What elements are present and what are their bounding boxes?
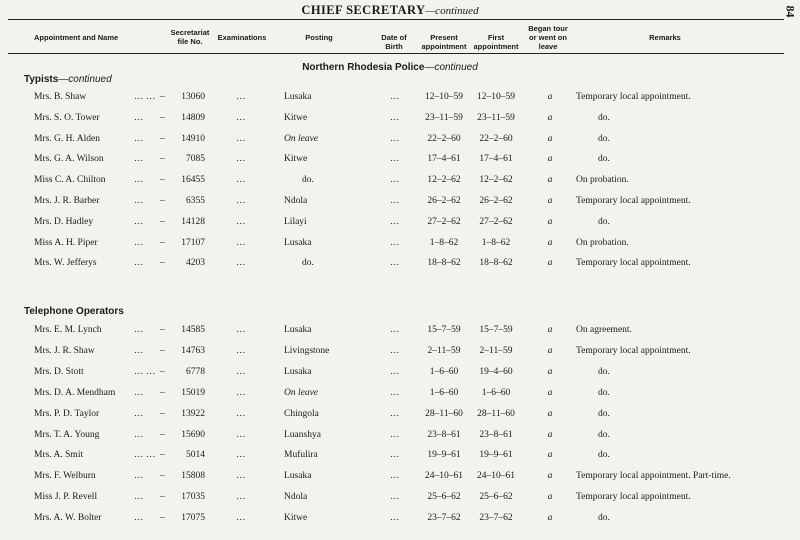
- row-posting: On leave: [284, 133, 319, 144]
- row-present-appointment: 1–6–60: [429, 387, 459, 398]
- row-posting: Livingstone: [284, 345, 330, 356]
- row-posting: Kitwe: [284, 154, 308, 165]
- row-present-appointment: 23–7–62: [427, 513, 461, 524]
- row-first-appointment: 17–4–61: [479, 154, 513, 165]
- row-date-of-birth: …: [390, 237, 400, 248]
- row-present-appointment: 24–10–61: [425, 471, 463, 482]
- row-name: Mrs. J. R. Barber: [34, 196, 100, 206]
- col-header-file-no: [165, 28, 215, 46]
- col-header-present: [418, 33, 470, 51]
- header-bottom-rule: [8, 53, 784, 54]
- row-leader-dots: …: [134, 492, 144, 503]
- row-examinations: …: [236, 492, 246, 503]
- col-header-remarks: Remarks: [649, 33, 681, 42]
- table-row: [0, 409, 790, 423]
- row-examinations: …: [236, 450, 246, 461]
- row-file-number: 13922: [181, 408, 205, 419]
- col-header-first: [470, 33, 522, 51]
- row-present-appointment: 17–4–61: [427, 154, 461, 165]
- row-file-number: 14910: [181, 133, 205, 144]
- table-row: [0, 513, 790, 527]
- col-header-present-line2: appointment: [421, 42, 467, 51]
- row-examinations: …: [236, 92, 246, 102]
- row-examinations: …: [236, 216, 246, 227]
- row-first-appointment: 15–7–59: [479, 325, 513, 335]
- row-name: Mrs. G. H. Alden: [34, 133, 100, 144]
- row-posting: Lusaka: [284, 471, 312, 482]
- row-posting: Kitwe: [284, 112, 308, 123]
- row-examinations: …: [236, 325, 246, 335]
- row-began-tour: a: [547, 133, 553, 144]
- row-examinations: …: [236, 133, 246, 144]
- row-remarks: do.: [598, 154, 610, 165]
- row-posting: On leave: [284, 387, 319, 398]
- table-row: [0, 154, 790, 168]
- row-examinations: …: [236, 237, 246, 248]
- col-header-began-tour: [522, 24, 574, 51]
- row-date-of-birth: …: [390, 216, 400, 227]
- row-name: Miss J. P. Revell: [34, 492, 98, 503]
- row-present-appointment: 22–2–60: [427, 133, 461, 144]
- row-date-of-birth: …: [390, 450, 400, 461]
- row-dash: –: [160, 429, 165, 440]
- department-name: Northern Rhodesia Police: [302, 62, 425, 73]
- row-remarks: Temporary local appointment.: [576, 492, 691, 503]
- row-began-tour: a: [547, 345, 553, 356]
- row-remarks: Temporary local appointment.: [576, 345, 691, 356]
- section-heading-telephone-operators: [24, 306, 124, 317]
- page-title: [0, 3, 780, 18]
- row-posting: Lusaka: [284, 92, 312, 102]
- row-posting: Kitwe: [284, 513, 308, 524]
- row-name: Mrs. D. Stott: [34, 366, 84, 377]
- row-posting: Lusaka: [284, 366, 312, 377]
- row-leader-dots: …: [134, 387, 144, 398]
- row-file-number: 16455: [181, 175, 205, 186]
- row-remarks: On probation.: [576, 175, 629, 186]
- row-file-number: 15019: [181, 387, 205, 398]
- row-present-appointment: 1–8–62: [429, 237, 459, 248]
- row-first-appointment: 19–9–61: [479, 450, 513, 461]
- row-began-tour: a: [547, 196, 553, 206]
- row-began-tour: a: [547, 513, 553, 524]
- row-file-number: 15690: [181, 429, 205, 440]
- row-first-appointment: 12–2–62: [479, 175, 513, 186]
- row-examinations: …: [236, 429, 246, 440]
- row-present-appointment: 28–11–60: [425, 408, 463, 419]
- row-file-number: 7085: [186, 154, 205, 165]
- row-first-appointment: 27–2–62: [479, 216, 513, 227]
- row-date-of-birth: …: [390, 258, 400, 269]
- row-first-appointment: 1–8–62: [481, 237, 511, 248]
- row-first-appointment: 23–11–59: [477, 112, 515, 123]
- table-row: [0, 492, 790, 506]
- row-began-tour: a: [547, 325, 553, 335]
- header-top-rule: [8, 19, 784, 20]
- row-remarks: do.: [598, 387, 610, 398]
- row-date-of-birth: …: [390, 366, 400, 377]
- row-leader-dots: …: [134, 133, 144, 144]
- row-posting: Chingola: [284, 408, 319, 419]
- col-header-began-line3: leave: [538, 42, 558, 51]
- row-present-appointment: 18–8–62: [427, 258, 461, 269]
- row-date-of-birth: …: [390, 492, 400, 503]
- row-name: Mrs. P. D. Taylor: [34, 408, 100, 419]
- section-heading-text: Telephone Operators: [24, 306, 124, 317]
- row-dash: –: [160, 112, 165, 123]
- row-dash: –: [160, 92, 165, 102]
- row-name: Mrs. E. M. Lynch: [34, 325, 102, 335]
- row-remarks: On probation.: [576, 237, 629, 248]
- row-first-appointment: 2–11–59: [479, 345, 513, 356]
- row-file-number: 14809: [181, 112, 205, 123]
- row-date-of-birth: …: [390, 175, 400, 186]
- row-posting: Ndola: [284, 196, 308, 206]
- row-present-appointment: 2–11–59: [427, 345, 461, 356]
- row-name: Mrs. G. A. Wilson: [34, 154, 104, 165]
- row-file-number: 17035: [181, 492, 205, 503]
- row-dash: –: [160, 154, 165, 165]
- row-dash: –: [160, 492, 165, 503]
- row-posting: Mufulira: [284, 450, 318, 461]
- row-remarks: do.: [598, 133, 610, 144]
- row-posting: Lusaka: [284, 237, 312, 248]
- row-remarks: Temporary local appointment.: [576, 258, 691, 269]
- row-present-appointment: 27–2–62: [427, 216, 461, 227]
- row-first-appointment: 24–10–61: [477, 471, 515, 482]
- row-name: Mrs. W. Jefferys: [34, 258, 97, 269]
- row-examinations: …: [236, 408, 246, 419]
- row-dash: –: [160, 237, 165, 248]
- row-present-appointment: 1–6–60: [429, 366, 459, 377]
- row-leader-dots: …: [134, 429, 144, 440]
- row-dash: –: [160, 408, 165, 419]
- row-dash: –: [160, 133, 165, 144]
- table-row: [0, 238, 790, 252]
- col-header-present-line1: Present: [430, 33, 458, 42]
- row-first-appointment: 28–11–60: [477, 408, 515, 419]
- row-name: Mrs. F. Welburn: [34, 471, 96, 482]
- row-leader-dots: …: [134, 112, 144, 123]
- row-dash: –: [160, 216, 165, 227]
- row-date-of-birth: …: [390, 408, 400, 419]
- row-first-appointment: 22–2–60: [479, 133, 513, 144]
- col-header-posting: Posting: [305, 33, 333, 42]
- col-header-first-line2: appointment: [473, 42, 519, 51]
- row-date-of-birth: …: [390, 92, 400, 102]
- row-examinations: …: [236, 258, 246, 269]
- table-row: [0, 113, 790, 127]
- row-leader-dots: …: [134, 237, 144, 248]
- row-date-of-birth: …: [390, 112, 400, 123]
- row-name: Mrs. A. Smit: [34, 450, 84, 461]
- row-leader-dots: …: [134, 471, 144, 482]
- department-heading: [0, 62, 780, 73]
- row-first-appointment: 23–7–62: [479, 513, 513, 524]
- row-leader-dots: …: [134, 258, 144, 269]
- row-name: Mrs. S. O. Tower: [34, 112, 100, 123]
- row-began-tour: a: [547, 237, 553, 248]
- row-began-tour: a: [547, 471, 553, 482]
- row-file-number: 13060: [181, 92, 205, 102]
- table-row: [0, 367, 790, 381]
- row-present-appointment: 23–8–61: [427, 429, 461, 440]
- row-examinations: …: [236, 513, 246, 524]
- row-leader-dots: … …: [134, 366, 156, 377]
- col-header-dob-line1: Date of: [381, 33, 407, 42]
- row-examinations: …: [236, 196, 246, 206]
- row-examinations: …: [236, 345, 246, 356]
- table-row: [0, 471, 790, 485]
- row-date-of-birth: …: [390, 471, 400, 482]
- row-examinations: …: [236, 175, 246, 186]
- section-heading-text: Typists: [24, 74, 59, 85]
- col-header-appointment: Appointment and Name: [34, 33, 119, 42]
- row-dash: –: [160, 258, 165, 269]
- table-row: [0, 196, 790, 210]
- row-began-tour: a: [547, 366, 553, 377]
- row-file-number: 14763: [181, 345, 205, 356]
- row-leader-dots: …: [134, 216, 144, 227]
- row-posting: Lusaka: [284, 325, 312, 335]
- row-remarks: On agreement.: [576, 325, 632, 335]
- row-began-tour: a: [547, 450, 553, 461]
- row-examinations: …: [236, 366, 246, 377]
- page-number: 84: [783, 5, 798, 18]
- row-name: Mrs. D. Hadley: [34, 216, 94, 227]
- row-present-appointment: 12–2–62: [427, 175, 461, 186]
- row-began-tour: a: [547, 112, 553, 123]
- col-header-file-no-line2: file No.: [177, 37, 203, 46]
- row-began-tour: a: [547, 216, 553, 227]
- row-remarks: do.: [598, 112, 610, 123]
- table-row: [0, 450, 790, 464]
- section-heading-typists: [24, 74, 112, 85]
- row-remarks: do.: [598, 450, 610, 461]
- row-began-tour: a: [547, 92, 553, 102]
- row-remarks: do.: [598, 408, 610, 419]
- row-posting: Lilayi: [284, 216, 307, 227]
- table-row: [0, 388, 790, 402]
- row-date-of-birth: …: [390, 196, 400, 206]
- row-examinations: …: [236, 154, 246, 165]
- row-remarks: Temporary local appointment.: [576, 196, 691, 206]
- row-dash: –: [160, 450, 165, 461]
- row-posting: Ndola: [284, 492, 308, 503]
- row-present-appointment: 26–2–62: [427, 196, 461, 206]
- row-dash: –: [160, 471, 165, 482]
- row-posting: Luanshya: [284, 429, 321, 440]
- department-continued: —continued: [424, 62, 478, 73]
- row-leader-dots: …: [134, 196, 144, 206]
- row-first-appointment: 26–2–62: [479, 196, 513, 206]
- row-dash: –: [160, 175, 165, 186]
- row-date-of-birth: …: [390, 387, 400, 398]
- row-date-of-birth: …: [390, 345, 400, 356]
- row-first-appointment: 19–4–60: [479, 366, 513, 377]
- row-examinations: …: [236, 471, 246, 482]
- table-row: [0, 134, 790, 148]
- row-name: Mrs. A. W. Bolter: [34, 513, 102, 524]
- row-dash: –: [160, 387, 165, 398]
- row-dash: –: [160, 345, 165, 356]
- row-leader-dots: …: [134, 408, 144, 419]
- row-began-tour: a: [547, 492, 553, 503]
- row-name: Mrs. B. Shaw: [34, 92, 87, 102]
- row-began-tour: a: [547, 408, 553, 419]
- row-first-appointment: 1–6–60: [481, 387, 511, 398]
- row-remarks: Temporary local appointment.: [576, 92, 691, 102]
- table-row: [0, 92, 790, 106]
- row-first-appointment: 25–6–62: [479, 492, 513, 503]
- row-present-appointment: 12–10–59: [425, 92, 463, 102]
- col-header-dob-line2: Birth: [385, 42, 403, 51]
- row-began-tour: a: [547, 429, 553, 440]
- row-leader-dots: …: [134, 175, 144, 186]
- row-file-number: 4203: [186, 258, 205, 269]
- section-heading-continued: —continued: [58, 74, 112, 85]
- row-leader-dots: … …: [134, 92, 156, 102]
- row-dash: –: [160, 366, 165, 377]
- row-file-number: 17075: [181, 513, 205, 524]
- row-present-appointment: 25–6–62: [427, 492, 461, 503]
- row-file-number: 15808: [181, 471, 205, 482]
- row-file-number: 17107: [181, 237, 205, 248]
- row-remarks: Temporary local appointment. Part-time.: [576, 471, 731, 482]
- row-date-of-birth: …: [390, 429, 400, 440]
- col-header-began-line1: Began tour: [528, 24, 568, 33]
- table-row: [0, 430, 790, 444]
- row-file-number: 5014: [186, 450, 205, 461]
- row-present-appointment: 23–11–59: [425, 112, 463, 123]
- row-leader-dots: …: [134, 325, 144, 335]
- table-row: [0, 258, 790, 272]
- row-leader-dots: … …: [134, 450, 156, 461]
- row-date-of-birth: …: [390, 133, 400, 144]
- row-file-number: 6778: [186, 366, 205, 377]
- row-first-appointment: 12–10–59: [477, 92, 515, 102]
- page-title-text: CHIEF SECRETARY: [301, 3, 426, 17]
- col-header-examinations: Examinations: [217, 33, 267, 42]
- row-posting: do.: [302, 175, 314, 186]
- table-row: [0, 346, 790, 360]
- row-leader-dots: …: [134, 345, 144, 356]
- row-remarks: do.: [598, 216, 610, 227]
- row-name: Mrs. J. R. Shaw: [34, 345, 95, 356]
- row-name: Miss A. H. Piper: [34, 237, 98, 248]
- row-leader-dots: …: [134, 513, 144, 524]
- row-began-tour: a: [547, 175, 553, 186]
- row-remarks: do.: [598, 429, 610, 440]
- table-row: [0, 175, 790, 189]
- row-remarks: do.: [598, 366, 610, 377]
- row-date-of-birth: …: [390, 513, 400, 524]
- row-date-of-birth: …: [390, 154, 400, 165]
- row-examinations: …: [236, 387, 246, 398]
- row-dash: –: [160, 513, 165, 524]
- row-present-appointment: 15–7–59: [427, 325, 461, 335]
- row-file-number: 14585: [181, 325, 205, 335]
- row-began-tour: a: [547, 258, 553, 269]
- row-began-tour: a: [547, 387, 553, 398]
- row-file-number: 14128: [181, 216, 205, 227]
- col-header-first-line1: First: [487, 33, 505, 42]
- row-dash: –: [160, 325, 165, 335]
- row-first-appointment: 23–8–61: [479, 429, 513, 440]
- row-date-of-birth: …: [390, 325, 400, 335]
- row-present-appointment: 19–9–61: [427, 450, 461, 461]
- row-name: Mrs. T. A. Young: [34, 429, 100, 440]
- row-posting: do.: [302, 258, 314, 269]
- row-name: Mrs. D. A. Mendham: [34, 387, 116, 398]
- col-header-began-line2: or went on: [529, 33, 567, 42]
- row-dash: –: [160, 196, 165, 206]
- row-began-tour: a: [547, 154, 553, 165]
- table-row: [0, 325, 790, 339]
- row-leader-dots: …: [134, 154, 144, 165]
- row-first-appointment: 18–8–62: [479, 258, 513, 269]
- page-title-continued: —continued: [425, 5, 479, 17]
- row-remarks: do.: [598, 513, 610, 524]
- col-header-dob: [376, 33, 412, 51]
- row-name: Miss C. A. Chilton: [34, 175, 106, 186]
- row-examinations: …: [236, 112, 246, 123]
- col-header-file-no-line1: Secretariat: [170, 28, 210, 37]
- table-row: [0, 217, 790, 231]
- row-file-number: 6355: [186, 196, 205, 206]
